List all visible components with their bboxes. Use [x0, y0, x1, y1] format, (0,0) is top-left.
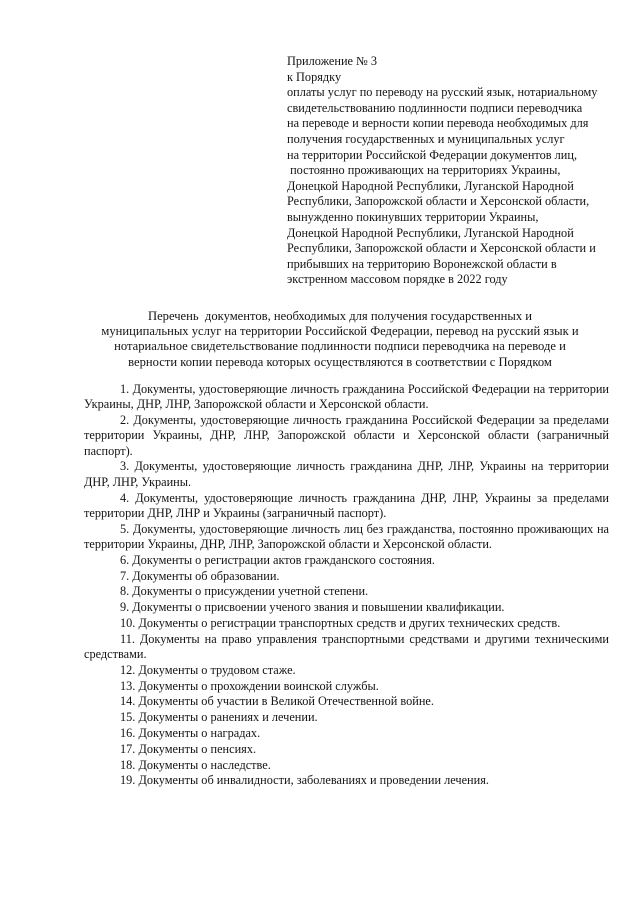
appendix-line: получения государственных и муниципальных услуг	[287, 131, 565, 146]
list-item: 1. Документы, удостоверяющие личность гражданина Российской Федерации на территории Украины, ДНР, ЛНР, Запорожской области и Херсонской области.	[84, 382, 609, 412]
appendix-line: постоянно проживающих на территориях Украины,	[287, 163, 561, 178]
appendix-line: экстренном массовом порядке в 2022 году	[287, 272, 508, 287]
list-item: 13. Документы о прохождении воинской службы.	[120, 678, 379, 693]
document-list	[84, 382, 609, 789]
list-item: 2. Документы, удостоверяющие личность гражданина Российской Федерации за пределами территории Украины, ДНР, ЛНР, Запорожской области и Херсонской области (заграничный паспорт).	[84, 413, 609, 458]
appendix-line: к Порядку	[287, 69, 342, 84]
appendix-line: на территории Российской Федерации документов лиц,	[287, 147, 578, 162]
list-item: 12. Документы о трудовом стаже.	[120, 662, 296, 677]
list-item: 15. Документы о ранениях и лечении.	[120, 710, 318, 725]
appendix-line: оплаты услуг по переводу на русский язык, нотариальному	[287, 85, 598, 100]
list-item: 18. Документы о наследстве.	[120, 757, 271, 772]
list-item: 3. Документы, удостоверяющие личность гражданина ДНР, ЛНР, Украины на территории ДНР, ЛНР, Украины.	[84, 459, 609, 489]
appendix-line: Донецкой Народной Республики, Луганской Народной	[287, 178, 574, 193]
list-item: 16. Документы о наградах.	[120, 726, 261, 741]
appendix-line: Республики, Запорожской области и Херсонской области,	[287, 194, 590, 209]
appendix-header	[287, 54, 627, 288]
appendix-line: Донецкой Народной Республики, Луганской Народной	[287, 225, 574, 240]
appendix-line: прибывших на территорию Воронежской области в	[287, 256, 557, 271]
list-item: 14. Документы об участии в Великой Отечественной войне.	[120, 694, 434, 709]
appendix-line: на переводе и верности копии перевода необходимых для	[287, 116, 589, 131]
title-line: нотариальное свидетельствование подлинности подписи переводчика на переводе и	[114, 339, 566, 354]
appendix-line: свидетельствованию подлинности подписи переводчика	[287, 100, 583, 115]
list-item: 8. Документы о присуждении учетной степени.	[120, 584, 369, 599]
appendix-line: вынужденно покинувших территории Украины,	[287, 209, 539, 224]
list-item: 4. Документы, удостоверяющие личность гражданина ДНР, ЛНР, Украины за пределами территории ДНР, ЛНР и Украины (заграничный паспорт).	[84, 490, 609, 520]
title-line: муниципальных услуг на территории Российской Федерации, перевод на русский язык и	[101, 324, 579, 339]
list-item: 19. Документы об инвалидности, заболеваниях и проведении лечения.	[120, 773, 489, 788]
list-item: 10. Документы о регистрации транспортных средств и других технических средств.	[120, 615, 561, 630]
list-item: 5. Документы, удостоверяющие личность лиц без гражданства, постоянно проживающих на территории Украины, ДНР, ЛНР, Запорожской области и Херсонской области.	[84, 521, 609, 551]
list-item: 6. Документы о регистрации актов гражданского состояния.	[120, 552, 435, 567]
list-item: 11. Документы на право управления транспортными средствами и другими техническими средствами.	[84, 631, 609, 662]
appendix-line: Приложение № 3	[287, 54, 378, 68]
list-item: 9. Документы о присвоении ученого звания и повышении квалификации.	[120, 600, 505, 615]
document-title	[82, 309, 598, 370]
list-item: 7. Документы об образовании.	[120, 568, 280, 583]
appendix-line: Республики, Запорожской области и Херсонской области и	[287, 241, 596, 256]
list-item: 17. Документы о пенсиях.	[120, 741, 257, 756]
title-line: верности копии перевода которых осуществляются в соответствии с Порядком	[128, 354, 552, 369]
title-line: Перечень документов, необходимых для получения государственных и	[147, 309, 533, 323]
